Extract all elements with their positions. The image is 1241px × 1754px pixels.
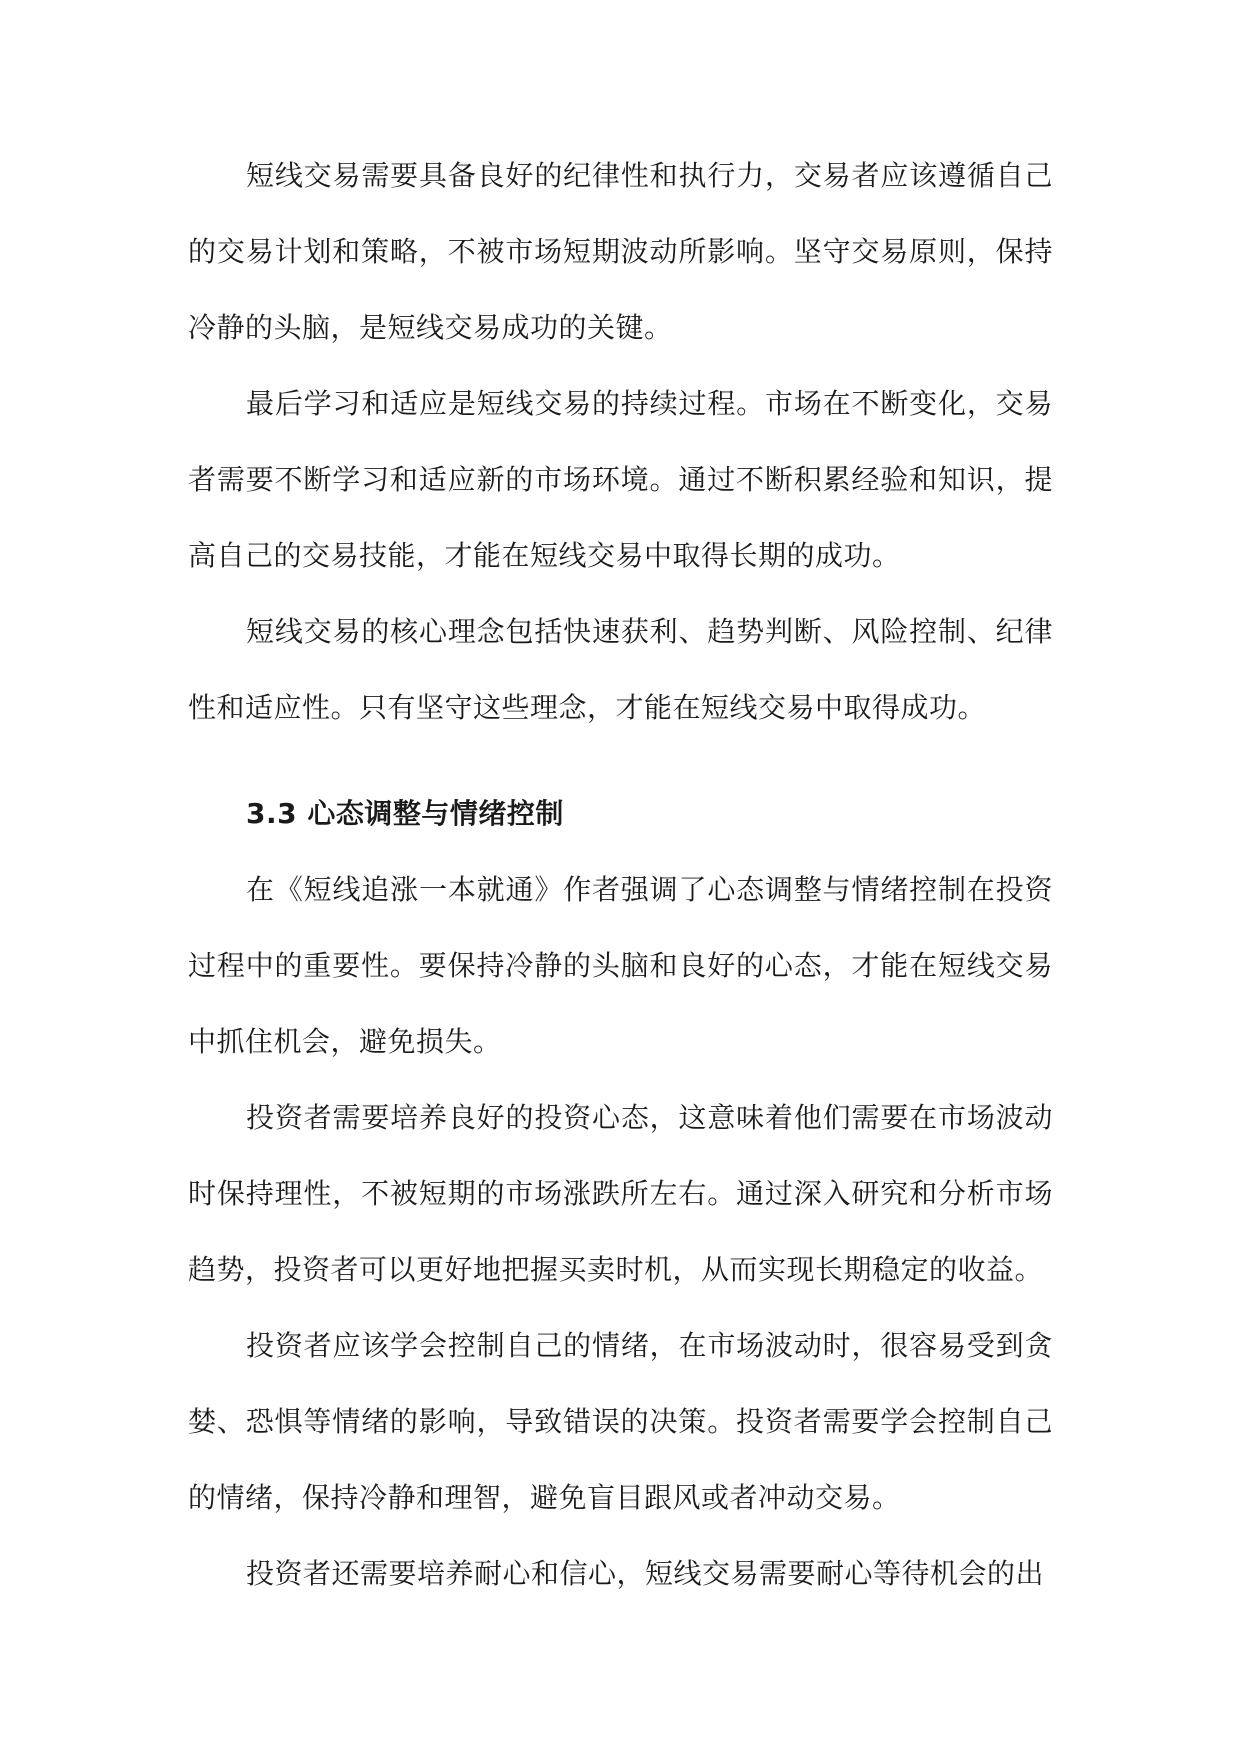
paragraph-core-ideas: 短线交易的核心理念包括快速获利、趋势判断、风险控制、纪律性和适应性。只有坚守这些理念，才能在短线交易中取得成功。 <box>188 615 1053 724</box>
paragraph-discipline: 短线交易需要具备良好的纪律性和执行力，交易者应该遵循自己的交易计划和策略，不被市场短期波动所影响。坚守交易原则，保持冷静的头脑，是短线交易成功的关键。 <box>188 159 1053 344</box>
paragraph-book-intro: 在《短线追涨一本就通》作者强调了心态调整与情绪控制在投资过程中的重要性。要保持冷静的头脑和良好的心态，才能在短线交易中抓住机会，避免损失。 <box>188 873 1053 1058</box>
paragraph-investment-mindset: 投资者需要培养良好的投资心态，这意味着他们需要在市场波动时保持理性，不被短期的市场涨跌所左右。通过深入研究和分析市场趋势，投资者可以更好地把握买卖时机，从而实现长期稳定的收益。 <box>188 1101 1053 1286</box>
section-spacer <box>188 746 1053 776</box>
document-page <box>188 138 1053 1612</box>
paragraph-emotion-control: 投资者应该学会控制自己的情绪，在市场波动时，很容易受到贪婪、恐惧等情绪的影响，导致错误的决策。投资者需要学会控制自己的情绪，保持冷静和理智，避免盲目跟风或者冲动交易。 <box>188 1329 1053 1514</box>
paragraph-patience: 投资者还需要培养耐心和信心，短线交易需要耐心等待机会的出 <box>246 1557 1045 1590</box>
paragraph-learning: 最后学习和适应是短线交易的持续过程。市场在不断变化，交易者需要不断学习和适应新的市场环境。通过不断积累经验和知识，提高自己的交易技能，才能在短线交易中取得长期的成功。 <box>188 387 1053 572</box>
section-heading: 3.3 心态调整与情绪控制 <box>246 797 564 830</box>
